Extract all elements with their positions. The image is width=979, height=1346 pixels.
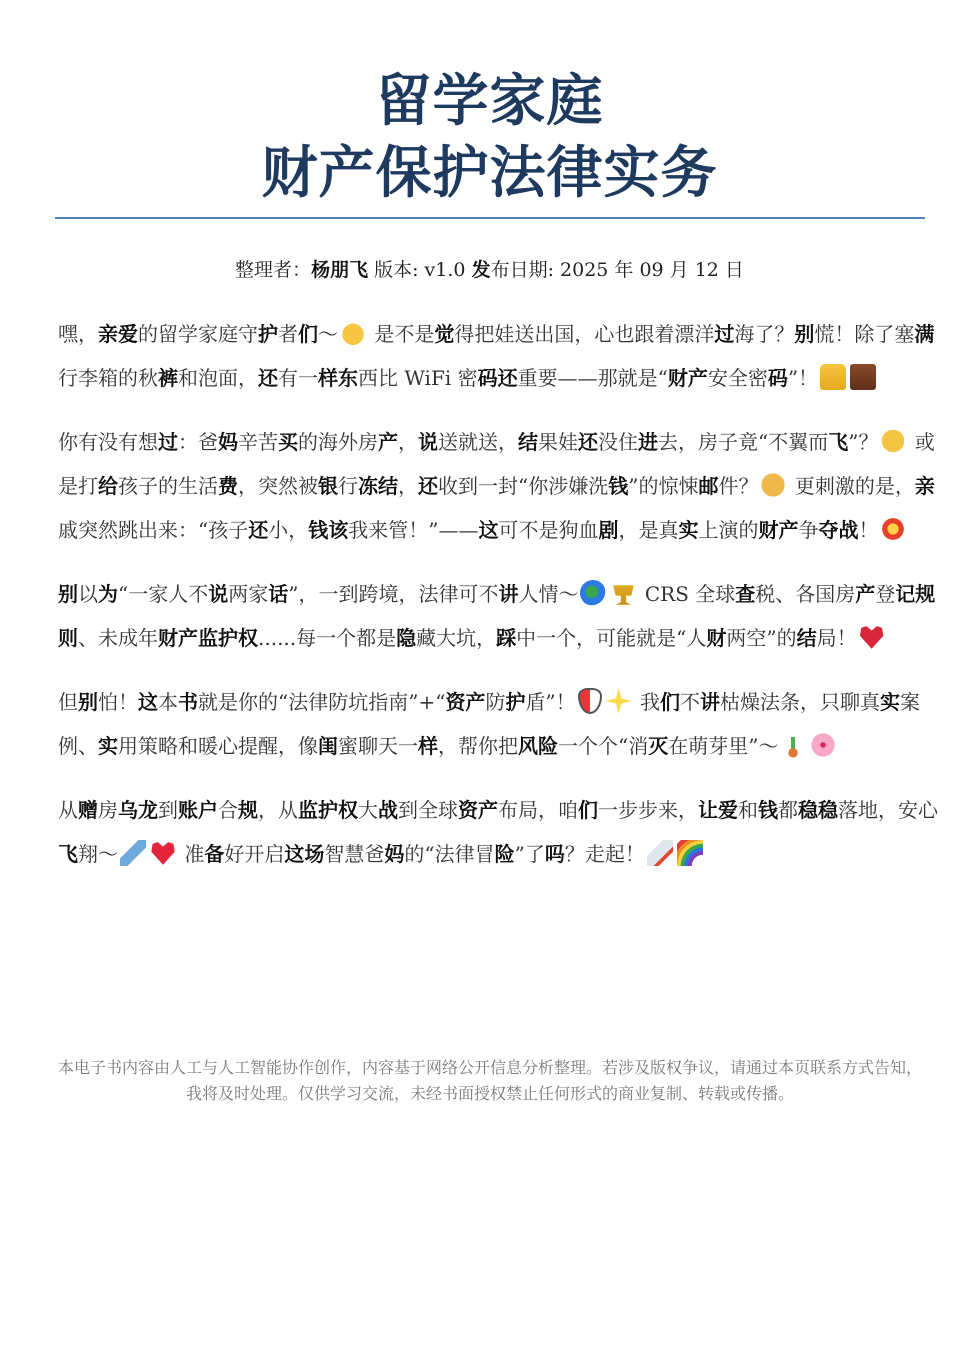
emphasis-text: 还 [418,474,438,498]
emphasis-text: 隐 [396,626,417,650]
emphasis-text: 监护权 [298,798,358,822]
body-text: 防 [485,690,506,714]
body-text: 的“法律冒 [404,842,495,866]
emphasis-text: 还 [258,366,278,390]
title-divider [55,217,925,219]
emphasis-text: 亲爱 [98,322,138,346]
body-text: 从 [58,798,78,822]
intro-paragraph [58,788,948,876]
face-screaming-in-fear-icon [880,428,906,454]
book-title-line-1: 留学家庭 [375,69,604,134]
body-text: ”，一到跨境，法律可不 [288,582,499,606]
body-text: 真 [860,690,881,714]
body-text: 房 [98,798,118,822]
emphasis-text: 讲 [700,690,721,714]
body-text: CRS 全球 [638,582,736,606]
body-text: ”的惊悚 [628,474,699,498]
body-text: 是不是 [368,322,435,346]
emphasis-text: 们 [298,322,318,346]
sparkling-heart-icon [150,840,176,866]
body-text: 好开启 [224,842,285,866]
body-text: 登 [875,582,896,606]
body-text: 到全球 [398,798,458,822]
body-text: 一个个“消 [558,734,649,758]
emphasis-text: 险 [494,842,515,866]
airplane-icon [120,840,146,866]
emphasis-text: 灭 [648,734,669,758]
shield-icon [578,688,602,714]
body-text: 但 [58,690,78,714]
emphasis-text: 别 [78,690,98,714]
body-text: 小， [268,518,309,542]
emphasis-text: 让爱 [698,798,738,822]
body-text: 辛苦 [238,430,278,454]
emphasis-text: 码 [767,366,788,390]
emphasis-text: 这 [478,518,499,542]
body-text: ， [398,430,418,454]
body-text: 人情～ [518,582,579,606]
emphasis-text: 样 [418,734,438,758]
lock-with-key-icon [820,364,846,390]
body-text: 我来管！”—— [348,518,479,542]
body-text: 藏大坑， [416,626,497,650]
emphasis-text: 财 [706,626,727,650]
body-text: 布局，咱 [498,798,578,822]
book-meta [0,256,979,284]
body-text: 不 [680,690,701,714]
sparkles-icon [606,688,632,714]
body-text: ：爸 [178,430,218,454]
body-text: ，帮你把 [438,734,518,758]
body-text: ，是 [618,518,659,542]
organizer-label: 整理者： [235,259,312,281]
body-text: 嘿， [58,322,98,346]
emphasis-text: 们 [578,798,598,822]
emphasis-text: 闺 [318,734,338,758]
emphasis-text: 钱 [608,474,629,498]
emphasis-text: 资产 [458,798,498,822]
emphasis-text: 实 [678,518,699,542]
emphasis-text: 记规则 [58,582,936,650]
body-text: 两家 [228,582,269,606]
body-text: ”了 [514,842,545,866]
body-text: 智慧爸 [324,842,385,866]
balance-scale-icon [610,580,636,606]
emphasis-text: 妈 [218,430,238,454]
body-text: 你有没有想 [58,430,158,454]
body-text: 送就送， [438,430,518,454]
body-text: 戚突然跳出来：“孩子 [58,518,249,542]
body-text: 行李箱的秋 [58,366,158,390]
emphasis-text: 别 [794,322,815,346]
body-text: 两空” [726,626,777,650]
body-text: 到 [158,798,178,822]
body-text: 海了？ [734,322,795,346]
body-text: 者 [278,322,298,346]
emphasis-text: 财产 [667,366,708,390]
body-text: ， [398,474,418,498]
emphasis-text: 乌龙 [118,798,158,822]
body-text: 在萌芽里”～ [668,734,779,758]
emphasis-text: 进 [638,430,658,454]
body-text: 和泡面， [178,366,258,390]
weary-cat-icon [760,472,786,498]
emphasis-text: 查 [735,582,756,606]
emphasis-text: 实 [880,690,901,714]
body-text: 的 [776,626,797,650]
body-text: 翔～ [78,842,118,866]
body-text: 重要——那就是“ [517,366,668,390]
body-text: 局！ [816,626,857,650]
emphasis-text: 风险 [518,734,558,758]
body-text: 的留学家庭守 [138,322,258,346]
emphasis-text: 飞 [828,430,849,454]
seedling-icon [780,732,806,758]
emphasis-text: 飞 [58,842,78,866]
cherry-blossom-icon [810,732,836,758]
briefcase-icon [850,364,876,390]
body-text: 准 [178,842,205,866]
emphasis-text: 冻结 [358,474,398,498]
collision-icon [880,516,906,542]
intro-paragraph [58,680,948,768]
body-text: 或是打 [58,430,935,498]
copyright-disclaimer: 本电子书内容由人工与人工智能协作创作，内容基于网络公开信息分析整理。若涉及版权争议，请通过本页联系方式告知，我将及时处理。仅供学习交流，未经书面授权禁止任何形式的商业复制、转载或传播。 [57,1058,922,1103]
emphasis-text: 产 [378,430,398,454]
body-text: 没住 [598,430,638,454]
body-text: 大 [358,798,378,822]
body-text: 枯燥法条，只聊 [720,690,861,714]
emphasis-text: 实 [98,734,118,758]
globe-africa-icon [580,580,606,606]
body-text: 安全密 [707,366,768,390]
body-text: ？走起！ [564,842,645,866]
emphasis-text: 样东 [318,366,358,390]
body-text: 行 [338,474,358,498]
body-text: 孩子的生活 [118,474,218,498]
body-text: 得把娃送出国，心也跟着漂洋 [454,322,715,346]
emphasis-text: 战 [378,798,398,822]
body-text: 上演的 [698,518,759,542]
emphasis-text: 银 [318,474,338,498]
emphasis-text: 裤 [158,366,178,390]
emphasis-text: 赠 [78,798,98,822]
intro-paragraph [58,420,948,552]
body-text: 我 [633,690,661,714]
release-label-bold: 发 [471,259,491,281]
emphasis-text: 亲 [914,474,935,498]
emphasis-text: 护 [258,322,278,346]
emphasis-text: 妈 [384,842,405,866]
body-text: ，从 [258,798,298,822]
body-text: 、未成年 [78,626,158,650]
body-text: 都 [778,798,798,822]
body-text: 有一 [278,366,318,390]
body-text: 一步步来， [598,798,698,822]
body-text: 更刺激的是， [788,474,915,498]
body-text: 争 [798,518,819,542]
intro-paragraph [58,312,948,400]
body-text: 以 [78,582,98,606]
emphasis-text: 资产 [445,690,486,714]
emphasis-text: 结 [518,430,538,454]
emphasis-text: 为 [98,582,118,606]
body-text: ......每一个都是 [258,626,397,650]
emphasis-text: 说 [208,582,229,606]
emphasis-text: 费 [218,474,238,498]
body-text: ～ [318,322,338,346]
intro-body [58,312,948,896]
emphasis-text: 结 [796,626,817,650]
body-text: 就是你的“法律防坑指南”+“ [198,690,446,714]
emphasis-text: 书 [178,690,198,714]
emphasis-text: 踩 [496,626,517,650]
emphasis-text: 话 [268,582,289,606]
body-text: 用策略和暖心提醒，像 [118,734,318,758]
body-text: 件？ [718,474,759,498]
emphasis-text: 还 [248,518,269,542]
emphasis-text: 规 [238,798,258,822]
release-date: 布日期: 2025 年 09 月 12 日 [490,259,744,281]
emphasis-text: 稳稳 [798,798,838,822]
book-title-line-2: 财产保护法律实务 [261,141,718,206]
emphasis-text: 满 [914,322,935,346]
waving-hand-icon [340,320,366,346]
emphasis-text: 吗 [544,842,565,866]
emphasis-text: 说 [418,430,438,454]
emphasis-text: 备 [204,842,225,866]
body-text: 果娃 [538,430,578,454]
broken-heart-icon [859,624,885,650]
emphasis-text: 账户 [178,798,218,822]
emphasis-text: 钱该 [308,518,349,542]
emphasis-text: 产 [855,582,876,606]
body-text: 税、各国房 [755,582,856,606]
body-text: 蜜聊天一 [338,734,418,758]
body-text: 怕！ [98,690,138,714]
emphasis-text: 们 [660,690,681,714]
body-text: 真 [658,518,679,542]
body-text: 西比 WiFi 密 [358,366,478,390]
emphasis-text: 财产 [758,518,799,542]
body-text: 中一个，可能就是“人 [516,626,707,650]
body-text: ”？ [848,430,879,454]
intro-paragraph [58,572,948,660]
emphasis-text: 别 [58,582,78,606]
emphasis-text: 还 [578,430,598,454]
emphasis-text: 过 [158,430,178,454]
emphasis-text: 过 [714,322,735,346]
body-text: 去，房子竟“不翼而 [658,430,829,454]
emphasis-text: 邮 [698,474,719,498]
body-text: 的海外房 [298,430,378,454]
emphasis-text: 这 [138,690,158,714]
body-text: 案例、 [58,690,921,758]
emphasis-text: 买 [278,430,298,454]
body-text: 收到一封“你涉嫌洗 [438,474,609,498]
emphasis-text: 财产监护权 [158,626,258,650]
body-text: 可不是狗血 [498,518,599,542]
emphasis-text: 剧 [598,518,619,542]
emphasis-text: 钱 [758,798,778,822]
rocket-icon [647,840,673,866]
body-text: 和 [738,798,758,822]
emphasis-text: 夺战 [818,518,859,542]
body-text: 本 [158,690,178,714]
emphasis-text: 讲 [498,582,519,606]
body-text: ”！ [787,366,819,390]
body-text: 合 [218,798,238,822]
rainbow-icon [677,840,703,866]
body-text: ！ [858,518,879,542]
body-text: “一家人不 [118,582,209,606]
emphasis-text: 觉 [434,322,455,346]
emphasis-text: 这场 [284,842,325,866]
emphasis-text: 码还 [477,366,518,390]
body-text: 落地，安心 [838,798,938,822]
body-text: 盾”！ [525,690,576,714]
body-text: 慌！除了塞 [814,322,915,346]
version-info: 版本: v1.0 [368,259,472,281]
body-text: ，突然被 [238,474,318,498]
emphasis-text: 护 [505,690,526,714]
organizer-name: 杨朋飞 [311,259,369,281]
emphasis-text: 给 [98,474,118,498]
